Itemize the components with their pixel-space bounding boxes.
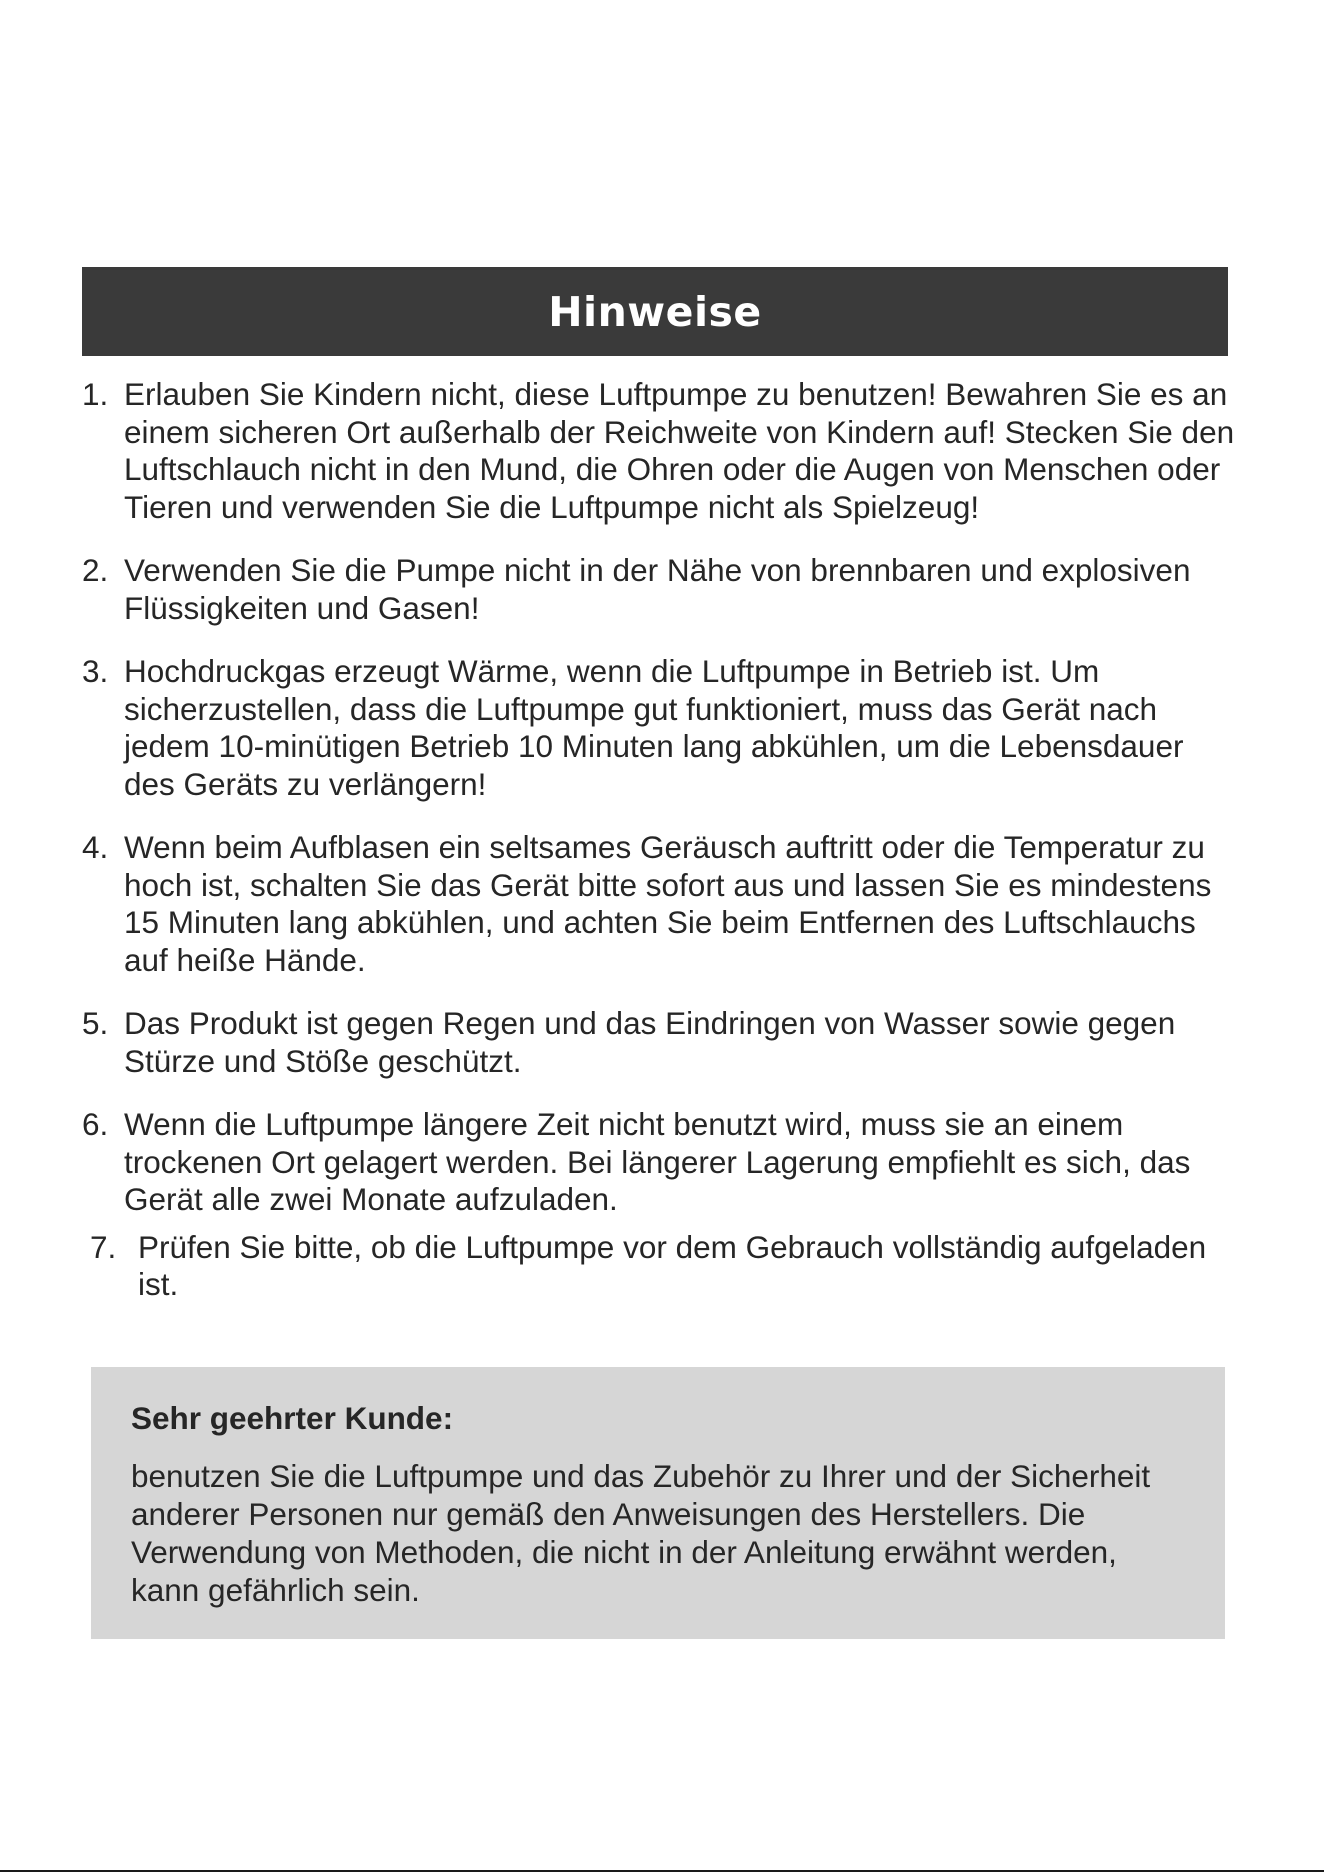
note-number: 6. (82, 1106, 109, 1142)
customer-notice-heading: Sehr geehrter Kunde: (131, 1400, 454, 1436)
note-text: Wenn beim Aufblasen ein seltsames Geräusch auftritt oder die Temperatur zu hoch ist, schalten Sie das Gerät bitte sofort aus und lassen Sie es mindestens 15 Minuten lang abkühlen, und achten Sie beim Entfernen des Luftschlauchs auf heiße Hände. (124, 829, 1212, 978)
note-text: Hochdruckgas erzeugt Wärme, wenn die Luftpumpe in Betrieb ist. Um sicherzustellen, dass die Luftpumpe gut funktioniert, muss das Gerät nach jedem 10-minütigen Betrieb 10 Minuten lang abkühlen, um die Lebensdauer des Geräts zu verlängern! (124, 653, 1184, 802)
customer-notice-body: benutzen Sie die Luftpumpe und das Zubehör zu Ihrer und der Sicherheit anderer Personen nur gemäß den Anweisungen des Herstellers. Die Verwendung von Methoden, die nicht in der Anleitung erwähnt werden, kann gefährlich sein. (131, 1458, 1151, 1608)
note-number: 1. (82, 376, 109, 412)
safety-notes-list (82, 376, 1242, 1330)
note-item-2 (82, 552, 1242, 627)
note-item-7 (82, 1229, 1242, 1304)
customer-notice-box (91, 1367, 1225, 1639)
note-item-6 (82, 1106, 1242, 1219)
note-item-3 (82, 653, 1242, 803)
section-header-bar (82, 267, 1228, 356)
note-text: Verwenden Sie die Pumpe nicht in der Nähe von brennbaren und explosiven Flüssigkeiten und Gasen! (124, 552, 1191, 626)
note-text: Prüfen Sie bitte, ob die Luftpumpe vor dem Gebrauch vollständig aufgeladen ist. (138, 1228, 1207, 1302)
note-number: 3. (82, 653, 109, 689)
note-number: 5. (82, 1005, 109, 1041)
note-text: Wenn die Luftpumpe längere Zeit nicht benutzt wird, muss sie an einem trockenen Ort gelagert werden. Bei längerer Lagerung empfiehlt es sich, das Gerät alle zwei Monate aufzuladen. (124, 1106, 1191, 1217)
note-item-5 (82, 1005, 1242, 1080)
note-number: 2. (82, 552, 109, 588)
note-number: 7. (90, 1228, 117, 1265)
note-item-1 (82, 376, 1242, 526)
section-title: Hinweise (548, 287, 762, 336)
note-text: Das Produkt ist gegen Regen und das Eindringen von Wasser sowie gegen Stürze und Stöße geschützt. (124, 1005, 1176, 1079)
note-text: Erlauben Sie Kindern nicht, diese Luftpumpe zu benutzen! Bewahren Sie es an einem sicheren Ort außerhalb der Reichweite von Kindern auf! Stecken Sie den Luftschlauch nicht in den Mund, die Ohren oder die Augen von Menschen oder Tieren und verwenden Sie die Luftpumpe nicht als Spielzeug! (124, 376, 1235, 525)
note-number: 4. (82, 829, 109, 865)
note-item-4 (82, 829, 1242, 979)
